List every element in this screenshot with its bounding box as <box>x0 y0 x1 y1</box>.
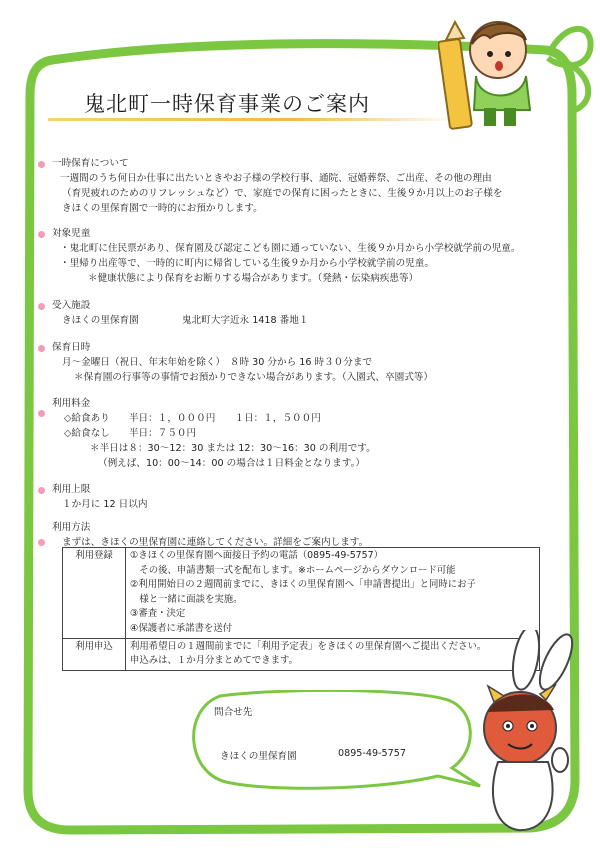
contact-phone: 0895-49-5757 <box>338 748 406 759</box>
text-line: １か月に 12 日以内 <box>62 499 148 510</box>
text-line: ◇給食あり 半日：１，０００円 １日：１，５００円 <box>64 413 321 424</box>
text-line: （育児疲れのためのリフレッシュなど）で、家庭での保育に困ったときに、生後９か月以上のお子様を <box>62 188 503 199</box>
table-label: 利用申込 <box>63 638 126 670</box>
bullet-dot <box>38 539 45 546</box>
bullet-dot <box>38 345 45 352</box>
text-line: 月～金曜日（祝日、年末年始を除く） ８時 30 分から 16 時３０分まで <box>62 357 373 368</box>
section-heading: 利用上限 <box>52 484 91 495</box>
table-row <box>63 548 540 639</box>
contact-label: 問合せ先 <box>214 707 253 718</box>
table-line: ②利用開始日の２週間前までに、きほくの里保育園へ「申請書提出」と同時にお子 <box>130 579 476 591</box>
text-line: ◇給食なし 半日：７５０円 <box>64 428 197 439</box>
bullet-dot <box>38 231 45 238</box>
table-line: ③審査・決定 <box>130 608 186 620</box>
bullet-dot <box>38 487 45 494</box>
table-line: ④保護者に承諾書を送付 <box>130 622 233 634</box>
oni-rabbit-mascot-illustration <box>468 630 578 835</box>
text-line: ＊健康状態により保育をお断りする場合があります。（発熱・伝染病疾患等） <box>88 273 419 284</box>
text-line: まずは、きほくの里保育園に連絡してください。詳細をご案内します。 <box>62 537 369 548</box>
section-heading: 受入施設 <box>52 300 91 311</box>
text-line: （例えば、10：00～14：00 の場合は１日料金となります。） <box>98 458 365 469</box>
section-heading: 対象児童 <box>52 228 91 239</box>
table-line: その後、申請書類一式を配布します。※ホームページからダウンロード可能 <box>130 564 456 576</box>
table-line: 様と一緒に面談を実施。 <box>130 593 243 605</box>
text-line: ＊半日は８：30～12：30 または 12：30～16：30 の利用です。 <box>90 443 376 454</box>
section-heading: 利用料金 <box>52 398 91 409</box>
table-line: 利用希望日の１週間前までに「利用予定表」をきほくの里保育園へご提出ください。 <box>130 640 487 652</box>
table-cell <box>126 548 540 639</box>
bullet-dot <box>38 410 45 417</box>
section-heading: 利用方法 <box>52 522 91 533</box>
title-underline <box>48 118 456 121</box>
table-label: 利用登録 <box>63 548 126 639</box>
bullet-dot <box>38 303 45 310</box>
facility-name: きほくの里保育園 <box>62 315 139 326</box>
section-heading: 一時保育について <box>52 158 129 169</box>
boy-with-pencil-illustration <box>438 10 550 134</box>
facility-address: 鬼北町大字近永 1418 番地１ <box>182 315 309 326</box>
page-title: 鬼北町一時保育事業のご案内 <box>84 92 370 116</box>
text-line: 一週間のうち何日か仕事に出たいときやお子様の学校行事、通院、冠婚葬祭、ご出産、その他の理由 <box>60 173 492 184</box>
text-line: きほくの里保育園で一時的にお預かりします。 <box>62 203 263 214</box>
section-heading: 保育日時 <box>52 342 91 353</box>
text-line: ・鬼北町に住民票があり、保育園及び認定こども園に通っていない、生後９か月から小学校就学前の児童。 <box>60 243 521 254</box>
bullet-dot <box>38 161 45 168</box>
table-line: ①きほくの里保育園へ面接日予約の電話（0895-49-5757） <box>130 550 383 561</box>
contact-name: きほくの里保育園 <box>220 751 297 762</box>
text-line: ・里帰り出産等で、一時的に町内に帰省している生後９か月から小学校就学前の児童。 <box>60 258 434 269</box>
table-line: 申込みは、１か月分まとめてできます。 <box>130 655 299 667</box>
text-line: ＊保育園の行事等の事情でお預かりできない場合があります。（入園式、卒園式等） <box>74 372 433 383</box>
